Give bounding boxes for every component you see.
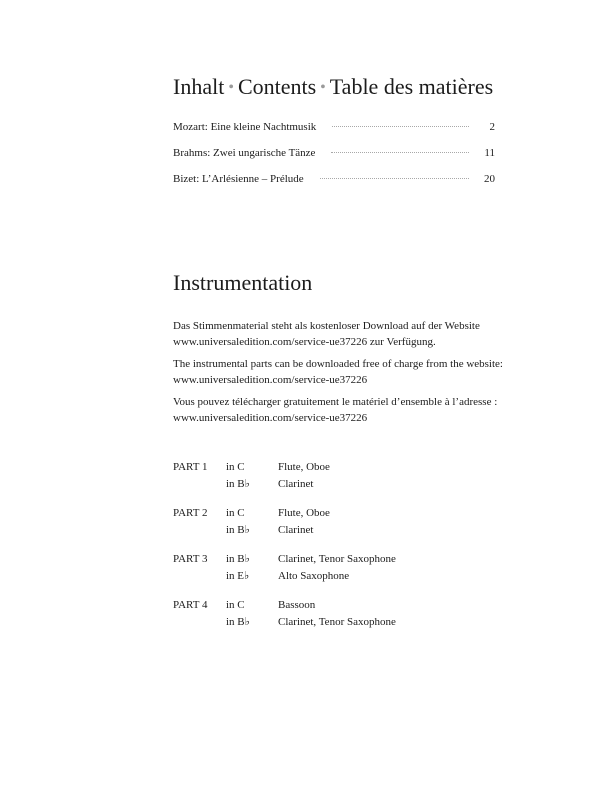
part-group-3	[173, 551, 503, 585]
table-of-contents	[173, 119, 495, 197]
instrumentation-heading: Instrumentation	[173, 270, 313, 295]
part-instruments: Clarinet	[278, 524, 314, 536]
note-line: Das Stimmenmaterial steht als kostenloser Download auf der Website	[173, 320, 480, 332]
note-french	[173, 394, 533, 426]
part-key: in B♭	[226, 478, 250, 490]
note-url-line: www.universaledition.com/service-ue37226	[173, 412, 368, 424]
toc-leader-dots	[320, 178, 469, 179]
part-name: PART 1	[173, 461, 208, 473]
toc-entry-title: Bizet: L’Arlésienne – Prélude	[173, 173, 304, 185]
note-german	[173, 318, 533, 350]
toc-entry[interactable]	[173, 119, 495, 145]
toc-entry-page: 2	[489, 121, 495, 133]
part-row	[173, 522, 503, 539]
part-key: in C	[226, 599, 245, 611]
part-group-4	[173, 597, 503, 631]
download-notes	[173, 318, 533, 432]
note-url-line: www.universaledition.com/service-ue37226 zur Verfügung.	[173, 336, 436, 348]
part-instruments: Clarinet, Tenor Saxophone	[278, 616, 396, 628]
part-instruments: Clarinet, Tenor Saxophone	[278, 553, 396, 565]
part-name: PART 3	[173, 553, 208, 565]
note-url-line: www.universaledition.com/service-ue37226	[173, 374, 368, 386]
part-instruments: Bassoon	[278, 599, 316, 611]
part-key: in C	[226, 461, 245, 473]
contents-heading	[173, 74, 493, 103]
heading-german: Inhalt	[173, 74, 225, 99]
part-name-empty	[173, 568, 226, 585]
heading-french: Table des matières	[329, 74, 494, 99]
part-group-2	[173, 505, 503, 539]
note-english	[173, 356, 533, 388]
part-row	[173, 614, 503, 631]
part-row	[173, 459, 503, 476]
toc-entry[interactable]	[173, 145, 495, 171]
part-name-empty	[173, 614, 226, 631]
part-row	[173, 597, 503, 614]
part-key: in B♭	[226, 616, 250, 628]
toc-leader-dots	[331, 152, 469, 153]
part-row	[173, 476, 503, 493]
toc-entry-title: Brahms: Zwei ungarische Tänze	[173, 147, 316, 159]
part-name: PART 4	[173, 599, 208, 611]
part-row	[173, 505, 503, 522]
part-key: in E♭	[226, 570, 250, 582]
part-group-1	[173, 459, 503, 493]
part-instruments: Clarinet	[278, 478, 314, 490]
note-line: The instrumental parts can be downloaded free of charge from the website:	[173, 358, 503, 370]
heading-english: Contents	[237, 74, 317, 99]
part-name-empty	[173, 476, 226, 493]
parts-list	[173, 459, 503, 643]
toc-entry[interactable]	[173, 171, 495, 197]
part-instruments: Flute, Oboe	[278, 507, 330, 519]
toc-entry-page: 11	[484, 147, 495, 159]
part-row	[173, 551, 503, 568]
part-name-empty	[173, 522, 226, 539]
part-row	[173, 568, 503, 585]
part-key: in B♭	[226, 524, 250, 536]
part-name: PART 2	[173, 507, 208, 519]
part-key: in B♭	[226, 553, 250, 565]
note-line: Vous pouvez télécharger gratuitement le matériel d’ensemble à l’adresse :	[173, 396, 498, 408]
heading-separator: •	[228, 79, 234, 96]
toc-entry-title: Mozart: Eine kleine Nachtmusik	[173, 121, 317, 133]
heading-separator: •	[320, 79, 326, 96]
part-key: in C	[226, 507, 245, 519]
part-instruments: Alto Saxophone	[278, 570, 350, 582]
toc-leader-dots	[332, 126, 469, 127]
part-instruments: Flute, Oboe	[278, 461, 330, 473]
toc-entry-page: 20	[484, 173, 495, 185]
